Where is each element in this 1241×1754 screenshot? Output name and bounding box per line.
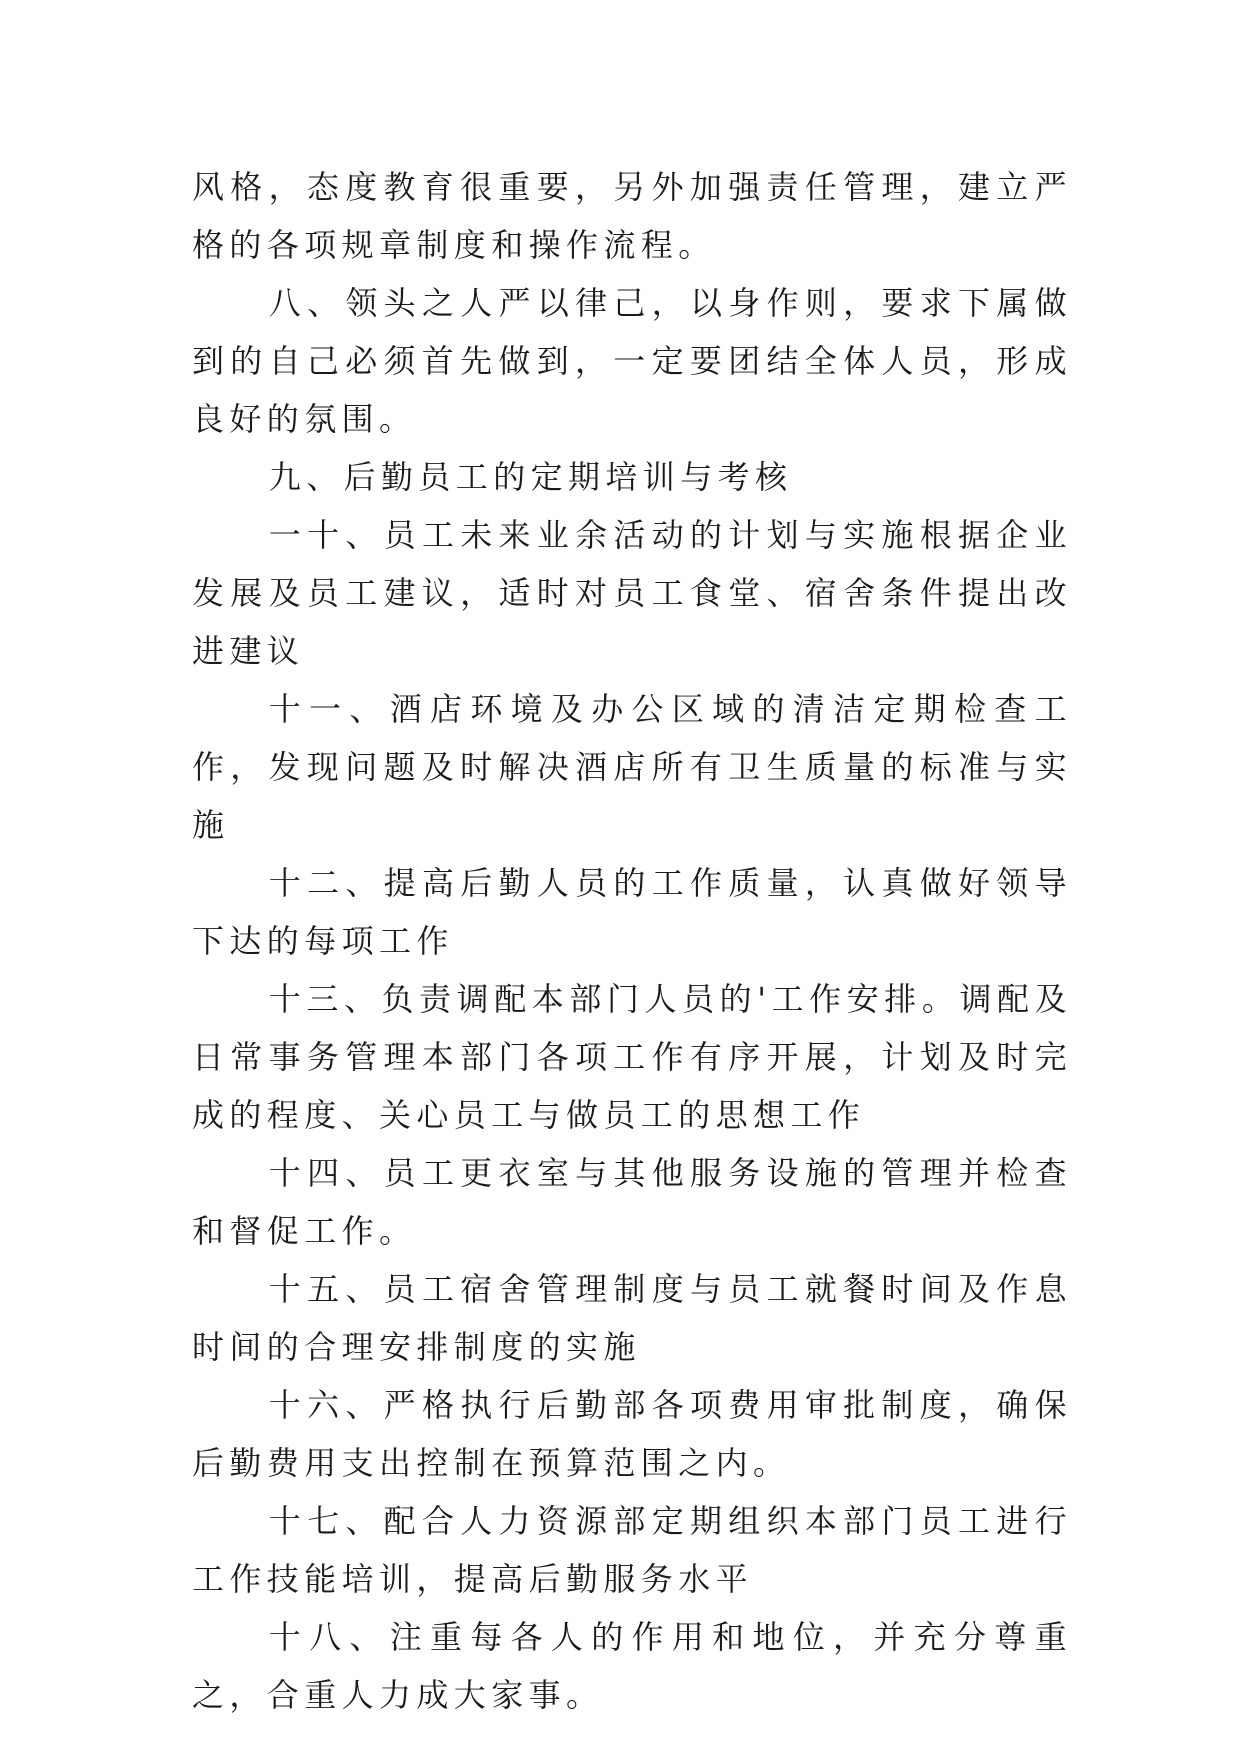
paragraph-12: 十八、注重每各人的作用和地位，并充分尊重之，合重人力成大家事。 xyxy=(192,1618,1072,1714)
document-body xyxy=(192,158,1072,1724)
paragraph-3: 九、后勤员工的定期培训与考核 xyxy=(268,458,793,496)
paragraph-11: 十七、配合人力资源部定期组织本部门员工进行工作技能培训，提高后勤服务水平 xyxy=(192,1502,1072,1598)
paragraph-8: 十四、员工更衣室与其他服务设施的管理并检查和督促工作。 xyxy=(192,1154,1072,1250)
paragraph-7: 十三、负责调配本部门人员的'工作安排。调配及日常事务管理本部门各项工作有序开展，计划及时完成的程度、关心员工与做员工的思想工作 xyxy=(192,980,1072,1134)
paragraph-1: 风格，态度教育很重要，另外加强责任管理，建立严格的各项规章制度和操作流程。 xyxy=(192,168,1072,264)
paragraph-9: 十五、员工宿舍管理制度与员工就餐时间及作息时间的合理安排制度的实施 xyxy=(192,1270,1072,1366)
paragraph-4: 一十、员工未来业余活动的计划与实施根据企业发展及员工建议，适时对员工食堂、宿舍条件提出改进建议 xyxy=(192,516,1072,670)
paragraph-5: 十一、酒店环境及办公区域的清洁定期检查工作，发现问题及时解决酒店所有卫生质量的标准与实施 xyxy=(192,690,1072,844)
paragraph-2: 八、领头之人严以律己，以身作则，要求下属做到的自己必须首先做到，一定要团结全体人员，形成良好的氛围。 xyxy=(192,284,1072,438)
paragraph-10: 十六、严格执行后勤部各项费用审批制度，确保后勤费用支出控制在预算范围之内。 xyxy=(192,1386,1072,1482)
paragraph-6: 十二、提高后勤人员的工作质量，认真做好领导下达的每项工作 xyxy=(192,864,1072,960)
